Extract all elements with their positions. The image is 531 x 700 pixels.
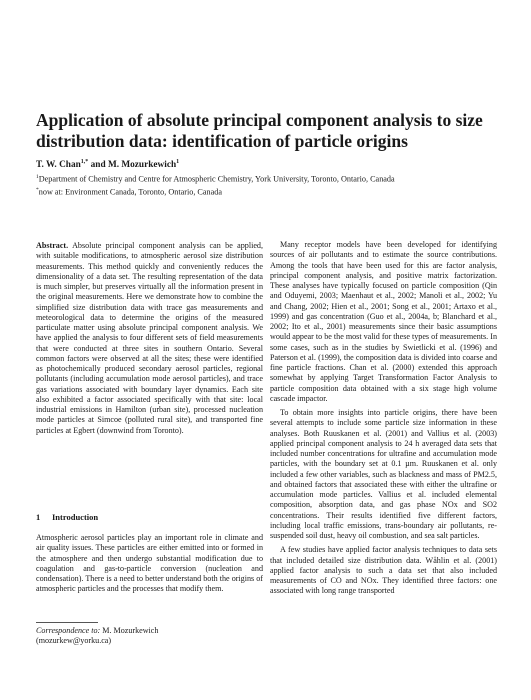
right-column: [270, 240, 497, 597]
footnote-email: (mozurkew@yorku.ca): [36, 636, 112, 646]
footnote-label: Correspondence to:: [36, 626, 101, 635]
affiliation-text: Department of Chemistry and Centre for Atmospheric Chemistry, York University, Toronto, Ontario, Canada: [38, 174, 395, 184]
author-name: M. Mozurkewich: [107, 160, 177, 171]
affiliation-mark: 1: [36, 174, 39, 180]
abstract-text: Absolute principal component analysis can be applied, with suitable modifications, to atmospheric aerosol size distribution measurements. This method quickly and conveniently reduces the dimensionality of a data set. The resulting representation of the data is much simpler, but preserves virtually all the information present in the original measurements. Here we demonstrate how to combine the simplified size distribution data with trace gas measurements and meteorological data to determine the origins of the measured particulate matter using absolute principal component analysis. We have applied the analysis to four different sets of field measurements that were conducted at three sites in southern Ontario. Several common factors were observed at all the sites; these were identified as photochemically produced secondary aerosol particles, regional pollutants (including accumulation mode aerosol particles), and trace gas variations associated with boundary layer dynamics. Each site also exhibited a factor associated specifically with that site: local industrial emissions in Hamilton (urban site), processed nucleation mode particles at Simcoe (polluted rural site), and transported fine particles at Egbert (downwind from Toronto).: [36, 241, 264, 435]
intro-paragraph: [36, 533, 263, 595]
footnote-divider: [36, 622, 98, 623]
abstract-block: [36, 241, 263, 436]
body-paragraph: Many receptor models have been developed for identifying sources of air pollutants and to estimate the source contributions. Among the tools that have been used for this are factor analysis, principal component analysis, and positive matrix factorization. These analyses have typically focused on particle composition (Qin and Oduyemi, 2003; Maenhaut et al., 2002; Manoli et al., 2002; Yu and Chang, 2002; Hien et al., 2001; Song et al., 2001; Artaxo et al., 1999) and gas concentration (Guo et al., 2004a, b; Blanchard et al., 2002; Ito et al., 2001) measurements since their basic assumptions would appear to be the most valid for these types of measurements. In some cases, such as in the studies by Swietlicki et al. (1996) and Paterson et al. (1999), the composition data is divided into coarse and fine particle fractions. Chan et al. (2000) extended this approach somewhat by applying Target Transformation Factor Analysis to particle composition data obtained with a six stage high volume cascade impactor.: [270, 240, 497, 403]
affiliation-text: now at: Environment Canada, Toronto, Ontario, Canada: [38, 187, 222, 197]
affiliation-line: [36, 185, 506, 198]
intro-text: Atmospheric aerosol particles play an important role in climate and air quality issues. These particles are either emitted into or formed in the atmosphere and then undergo substantial modification due to coagulation and gas-to-particle conversion (nucleation and condensation). There is a need to better understand both the origins of atmospheric particles and the processes that modify them.: [36, 533, 263, 594]
abstract-heading: Abstract.: [36, 241, 69, 250]
affiliations: [36, 172, 506, 198]
correspondence-footnote: [36, 626, 263, 647]
footnote-name: M. Mozurkewich: [102, 626, 159, 635]
author-affiliation-mark: 1,*: [80, 159, 89, 165]
body-paragraph: A few studies have applied factor analysis techniques to data sets that included detailed size distribution data. Wåhlin et al. (2001) applied factor analysis to such a data set that also included measurements of CO and NOx. They identified three factors: one associated with long range transported: [270, 545, 497, 596]
author-connector: and: [90, 160, 106, 171]
author-line: [36, 157, 506, 171]
affiliation-mark: *: [36, 186, 39, 193]
paper-title: Application of absolute principal component analysis to size distribution data: identification of particle origins: [36, 110, 483, 151]
body-paragraph: To obtain more insights into particle origins, there have been several attempts to include some particle size information in these analyses. Both Ruuskanen et al. (2001) and Vallius et al. (2003) applied principal component analysis to 24 h averaged data sets that included number concentrations for ultrafine and accumulation mode particles, with the boundary set at 0.1 µm. Ruuskanen et al. only included a few other variables, such as blackness and mass of PM2.5, and obtained factors that associated these with either the ultrafine or accumulation mode particles. Vallius et al. included elemental composition, absorption data, and gas phase NOx and SO2 concentrations. Their results identified five different factors, including local traffic emissions, trans-boundary air pollutants, re-suspended soil dust, heavy oil combustion, and sea salt particles.: [270, 408, 497, 540]
affiliation-line: [36, 172, 506, 185]
section-title: Introduction: [52, 512, 99, 522]
author-affiliation-mark: 1: [176, 159, 180, 165]
author-name: T. W. Chan: [36, 160, 81, 171]
section-heading: [36, 512, 98, 522]
section-number: 1: [36, 512, 41, 522]
